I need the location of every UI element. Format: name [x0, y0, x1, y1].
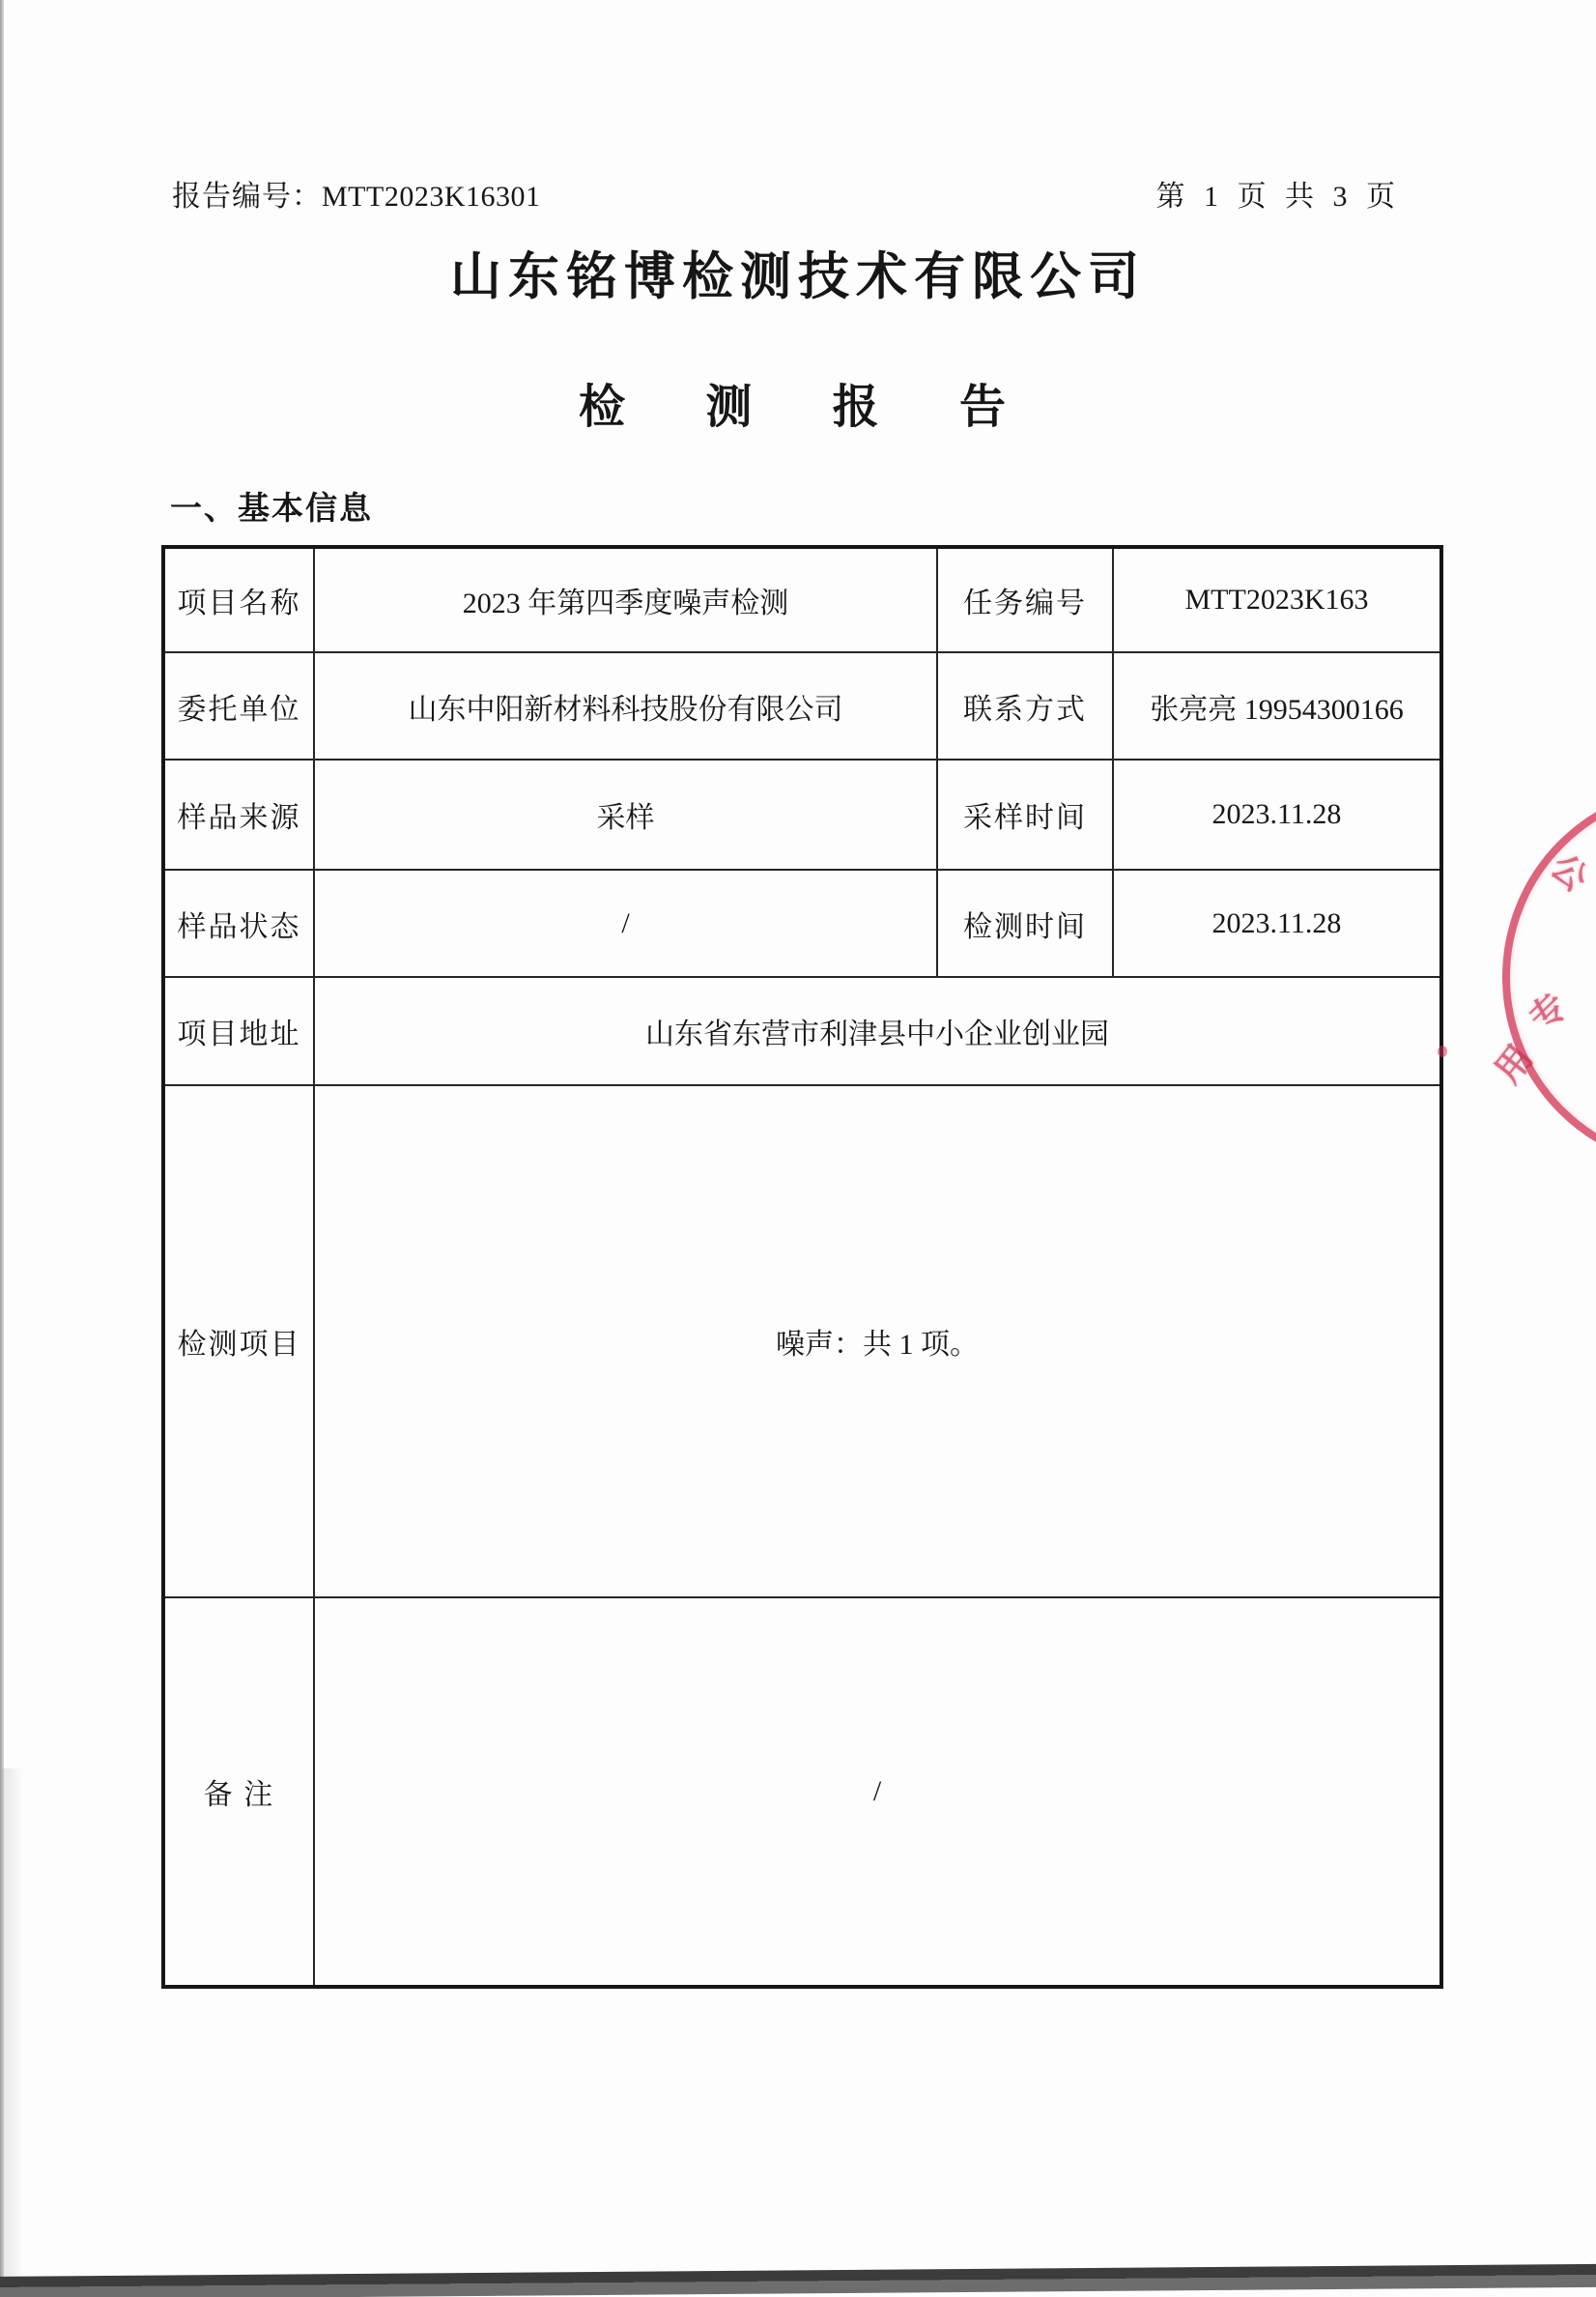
- stamp-character: 公: [1543, 846, 1596, 900]
- row-label-2: 任务编号: [937, 547, 1113, 652]
- row-value-2: 2023.11.28: [1113, 870, 1441, 977]
- row-value-2: MTT2023K163: [1113, 547, 1441, 652]
- row-label: 项目地址: [163, 977, 314, 1085]
- row-value-2: 2023.11.28: [1113, 760, 1441, 870]
- table-row: [163, 977, 1441, 1085]
- report-number-value: MTT2023K16301: [322, 181, 541, 213]
- table-row: [163, 652, 1441, 760]
- row-value: /: [314, 870, 937, 977]
- row-value: 山东中阳新材料科技股份有限公司: [314, 652, 937, 760]
- stamp-character: 用: [1487, 1037, 1541, 1091]
- stamp-ink-dot: [1438, 1046, 1447, 1057]
- table-row: [163, 760, 1441, 870]
- report-number: [172, 172, 541, 215]
- table-row: [163, 1597, 1441, 1987]
- document-title: 检 测 报 告: [578, 382, 1017, 433]
- page-indicator: 第 1 页 共 3 页: [1155, 181, 1401, 213]
- row-label-2: 采样时间: [937, 760, 1113, 870]
- row-label: 备 注: [163, 1597, 314, 1987]
- page-header: [172, 172, 1401, 215]
- scan-edge-bottom: [0, 2264, 1596, 2297]
- table-row: [163, 870, 1441, 977]
- stamp-circle-icon: [1502, 785, 1596, 1169]
- report-number-label: 报告编号：: [172, 181, 322, 213]
- row-value: 山东省东营市利津县中小企业创业园: [314, 977, 1441, 1085]
- row-value-2: 张亮亮 19954300166: [1113, 652, 1441, 760]
- basic-info-table: [161, 545, 1443, 1989]
- table-row: [163, 547, 1441, 652]
- row-label-2: 联系方式: [937, 652, 1113, 760]
- section-title: 一、基本信息: [170, 490, 373, 526]
- row-value: 噪声：共 1 项。: [314, 1085, 1441, 1597]
- row-value: 2023 年第四季度噪声检测: [314, 547, 937, 652]
- row-label-2: 检测时间: [937, 870, 1113, 977]
- row-value: 采样: [314, 760, 937, 870]
- row-label: 样品状态: [163, 870, 314, 977]
- stamp-character: 专: [1522, 985, 1576, 1040]
- company-title: 山东铭博检测技术有限公司: [450, 248, 1146, 305]
- table-row: [163, 1085, 1441, 1597]
- official-stamp: [1391, 763, 1596, 1169]
- row-label: 检测项目: [163, 1085, 314, 1597]
- row-label: 样品来源: [163, 760, 314, 870]
- row-label: 委托单位: [163, 652, 314, 760]
- scan-smudge-left: [0, 1768, 25, 2290]
- row-value: /: [314, 1597, 1441, 1987]
- row-label: 项目名称: [163, 547, 314, 652]
